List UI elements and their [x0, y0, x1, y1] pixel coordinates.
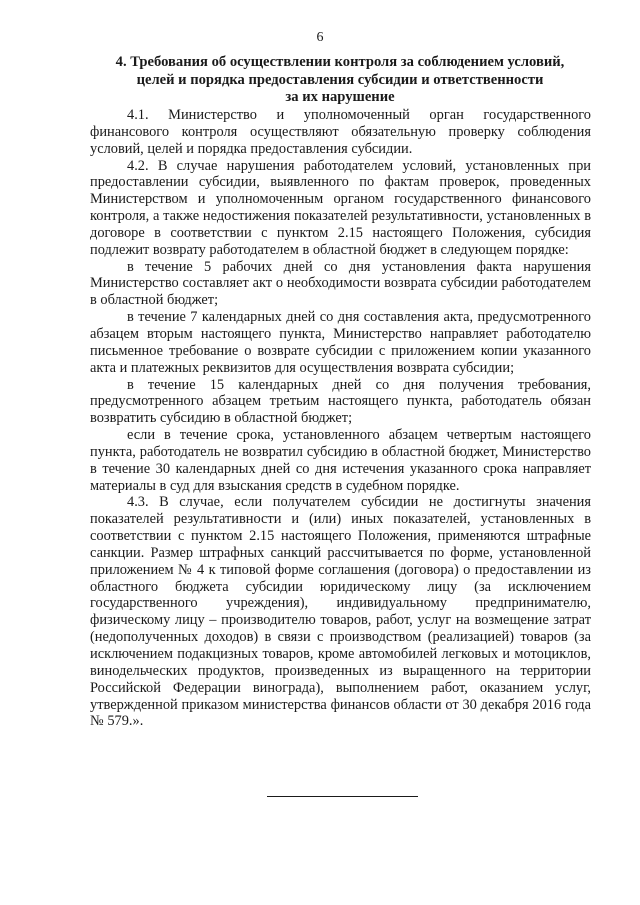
section-heading-line: целей и порядка предоставления субсидии и ответственности — [136, 71, 544, 88]
end-separator-line — [267, 796, 418, 797]
page-number: 6 — [316, 30, 324, 45]
paragraph-4-2-step-3: в течение 15 календарных дней со дня получения требования, предусмотренного абзацем третьим настоящего пункта, работодатель обязан возвратить субсидию в областной бюджет; — [90, 376, 591, 427]
section-heading-line: 4. Требования об осуществлении контроля за соблюдением условий, — [115, 54, 565, 70]
paragraph-4-2: 4.2. В случае нарушения работодателем условий, установленных при предоставлении субсидии, выявленного по фактам проверок, проведенных Министерством и уполномоченным органом государственного финансового контроля, а также недостижения показателей результативности, установленных в договоре в соответствии с пунктом 2.15 настоящего Положения, субсидия подлежит возврату работодателем в областной бюджет в следующем порядке: — [90, 157, 591, 258]
section-heading — [90, 54, 590, 107]
paragraph-4-3: 4.3. В случае, если получателем субсидии не достигнуты значения показателей результативности и (или) иных показателей, установленных в соответствии с пунктом 2.15 настоящего Положения, применяются штрафные санкции. Размер штрафных санкций рассчитывается по форме, установленной приложением № 4 к типовой форме соглашения (договора) о предоставлении из областного бюджета субсидии юридическому лицу (за исключением государственного учреждения), индивидуальному предпринимателю, физическому лицу – производителю товаров, работ, услуг на возмещение затрат (недополученных доходов) в связи с производством (реализацией) товаров (за исключением подакцизных товаров, кроме автомобилей легковых и мотоциклов, винодельческих продуктов, произведенных из выращенного на территории Российской Федерации винограда), выполнением работ, оказанием услуг, утвержденной приказом министерства финансов области от 30 декабря 2016 года № 579.». — [90, 494, 591, 730]
paragraph-4-2-step-2: в течение 7 календарных дней со дня составления акта, предусмотренного абзацем вторым настоящего пункта, Министерство направляет работодателю письменное требование о возврате субсидии с приложением копии указанного акта и платежных реквизитов для осуществления возврата субсидии; — [90, 309, 591, 376]
paragraph-4-2-step-4: если в течение срока, установленного абзацем четвертым настоящего пункта, работодатель не возвратил субсидию в областной бюджет, Министерство в течение 30 календарных дней со дня истечения указанного срока направляет материалы в суд для взыскания средств в судебном порядке. — [90, 427, 591, 494]
section-heading-line: за их нарушение — [285, 89, 395, 105]
paragraph-4-1: 4.1. Министерство и уполномоченный орган государственного финансового контроля осуществляют обязательную проверку соблюдения условий, целей и порядка предоставления субсидии. — [90, 107, 591, 157]
section-body — [90, 107, 591, 730]
paragraph-4-2-step-1: в течение 5 рабочих дней со дня установления факта нарушения Министерство составляет акт о необходимости возврата субсидии работодателем в областной бюджет; — [90, 258, 591, 309]
